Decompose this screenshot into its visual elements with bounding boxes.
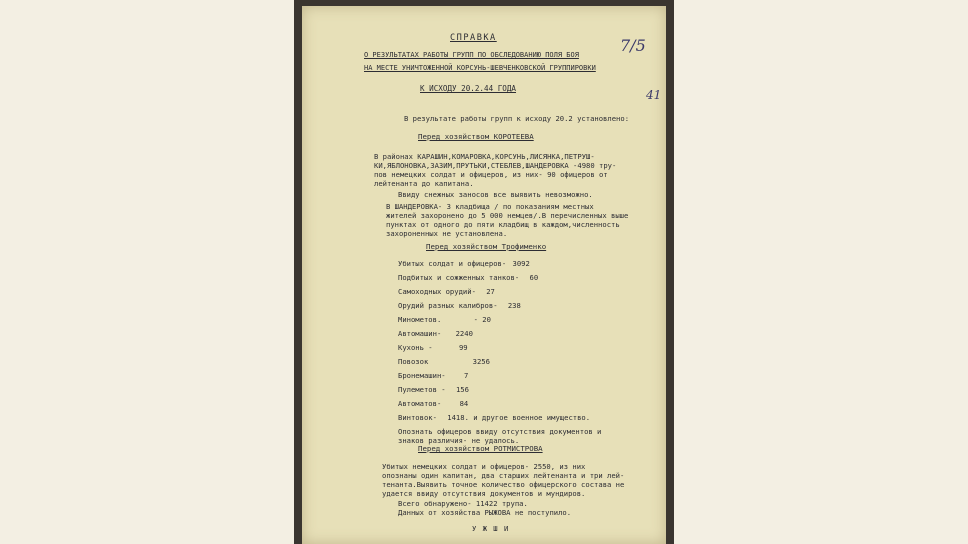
item-label: Самоходных орудий- (398, 287, 476, 296)
item-label: Пулеметов - (398, 385, 446, 394)
item-value: 3092 (512, 259, 530, 268)
section1-paragraph-1: В районах КАРАШИН,КОМАРОВКА,КОРСУНЬ,ЛИСЯНКА,ПЕТРУШ- КИ,ЯБЛОНОВКА,ЗАЗИМ,ПРУТЬКИ,СТЕБЛЕВ,ШАНДЕРОВКА -4980 тру- пов немецких солдат и офицеров, из них- 90 офицеров от лейтенанта до капитана. (374, 152, 617, 188)
item-label: Винтовок- (398, 413, 437, 422)
document-title: СПРАВКА (450, 33, 497, 43)
item-label: Кухонь - (398, 343, 433, 352)
list-item (398, 329, 473, 338)
list-item (398, 315, 491, 324)
item-value: 1418. и другое военное имущество. (447, 413, 591, 422)
item-label: Автомашин- (398, 329, 442, 338)
item-value: 2240 (455, 329, 473, 338)
item-label: Подбитых и сожженных танков- (398, 273, 520, 282)
list-item (398, 357, 490, 366)
bottom-fragment: У Ж Ш И (472, 524, 510, 533)
item-label: Бронемашин- (398, 371, 446, 380)
list-item (398, 385, 469, 394)
item-value: 60 (529, 273, 539, 282)
item-label: Орудий разных калибров- (398, 301, 498, 310)
list-item (398, 413, 590, 422)
list-item (398, 371, 468, 380)
list-item (398, 399, 468, 408)
document-page (302, 6, 666, 544)
item-value: 99 (458, 343, 468, 352)
final-line: Данных от хозяйства РЫЖОВА не поступило. (398, 508, 572, 517)
total-line: Всего обнаружено- 11422 трупа. (398, 499, 528, 508)
list-item (398, 259, 530, 268)
section3-header: Перед хозяйством РОТМИСТРОВА (418, 444, 543, 453)
item-value: 7 (463, 371, 469, 380)
document-scan (294, 0, 674, 544)
item-value: 84 (459, 399, 469, 408)
list-item (398, 301, 521, 310)
list-item (398, 273, 538, 282)
section1-paragraph-3: В ШАНДЕРОВКА- 3 кладбища / по показаниям местных жителей захоронено до 5 000 немцев/.В перечисленных выше пунктах от одного до пяти кладбищ в каждом,численность захороненных не установлена. (386, 202, 629, 238)
intro-line: В результате работы групп к исходу 20.2 установлено: (404, 114, 630, 123)
handwritten-page-number: 41 (646, 88, 662, 102)
date-line: К ИСХОДУ 20.2.44 ГОДА (420, 84, 517, 93)
list-item (398, 287, 495, 296)
subtitle-line-1: О РЕЗУЛЬТАТАХ РАБОТЫ ГРУПП ПО ОБСЛЕДОВАНИЮ ПОЛЯ БОЯ (364, 51, 579, 59)
item-label: Минометов. (398, 315, 442, 324)
section2-header: Перед хозяйством Трофименко (426, 242, 547, 251)
item-value: 27 (486, 287, 495, 296)
item-value: 3256 (472, 357, 490, 366)
item-value: 238 (507, 301, 521, 310)
handwritten-mark: 7/5 (620, 36, 646, 55)
item-label: Автоматов- (398, 399, 442, 408)
subtitle-line-2: НА МЕСТЕ УНИЧТОЖЕННОЙ КОРСУНЬ-ШЕВЧЕНКОВСКОЙ ГРУППИРОВКИ (364, 64, 596, 72)
section1-header: Перед хозяйством КОРОТЕЕВА (418, 132, 534, 141)
section1-paragraph-2: Ввиду снежных заносов все выявить невозможно. (398, 190, 593, 199)
item-label: Повозок (398, 357, 429, 366)
item-label: Убитых солдат и офицеров- (398, 259, 507, 268)
item-value: - 20 (473, 315, 491, 324)
section3-paragraph: Убитых немецких солдат и офицеров- 2550, из них опознаны один капитан, два старших лейтенанта и три лей- тенанта.Выявить точное количество офицерского состава не удается ввиду отсутствия документов и мундиров. (382, 462, 625, 498)
section2-note: Опознать офицеров ввиду отсутствия документов и знаков различия- не удалось. (398, 427, 602, 445)
list-item (398, 343, 468, 352)
item-value: 156 (455, 385, 469, 394)
